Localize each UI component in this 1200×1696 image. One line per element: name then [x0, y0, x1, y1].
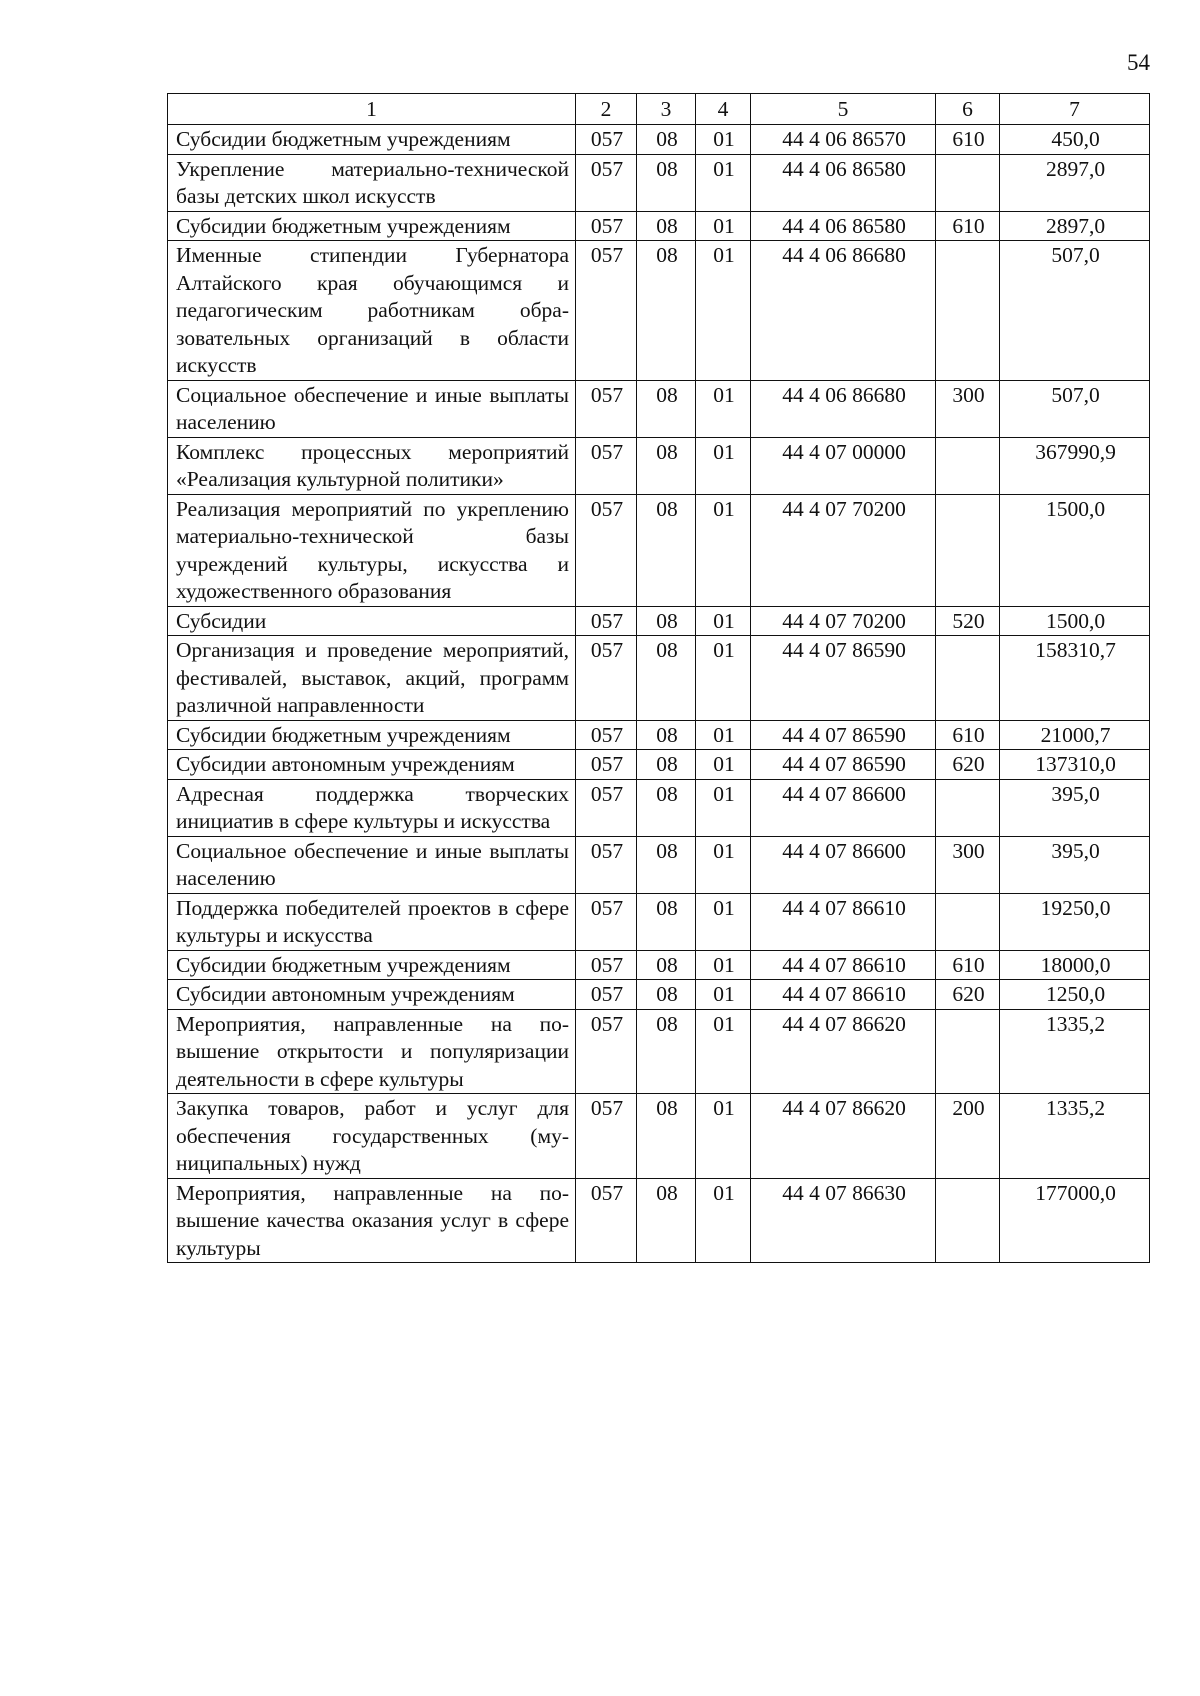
table-row	[168, 241, 1150, 381]
section-code-cell: 08	[637, 980, 696, 1010]
section-code-cell: 08	[637, 241, 696, 381]
admin-code-cell: 057	[576, 893, 637, 950]
row-name-cell: Мероприятия, направленные на повышение открытости и популяризации деятельности в сфере культуры	[168, 1009, 576, 1094]
expense-type-cell: 300	[936, 380, 1000, 437]
admin-code-cell: 057	[576, 154, 637, 211]
amount-cell: 367990,9	[1000, 437, 1150, 494]
section-code-cell: 08	[637, 380, 696, 437]
admin-code-cell: 057	[576, 836, 637, 893]
subsection-code-cell: 01	[696, 836, 751, 893]
subsection-code-cell: 01	[696, 750, 751, 780]
row-name-cell: Субсидии бюджетным учреждениям	[168, 211, 576, 241]
row-name-cell: Субсидии бюджетным учреждениям	[168, 125, 576, 155]
row-name-cell: Социальное обеспечение и иные выплаты населению	[168, 380, 576, 437]
admin-code-cell: 057	[576, 606, 637, 636]
amount-cell: 177000,0	[1000, 1178, 1150, 1263]
expense-type-cell: 200	[936, 1094, 1000, 1179]
row-name-cell: Адресная поддержка творческих инициатив в сфере культуры и искусства	[168, 779, 576, 836]
admin-code-cell: 057	[576, 779, 637, 836]
admin-code-cell: 057	[576, 125, 637, 155]
column-header: 1	[168, 94, 576, 125]
expense-type-cell: 610	[936, 720, 1000, 750]
amount-cell: 507,0	[1000, 380, 1150, 437]
subsection-code-cell: 01	[696, 1009, 751, 1094]
amount-cell: 2897,0	[1000, 211, 1150, 241]
row-name-cell: Комплекс процессных мероприятий «Реализация культурной политики»	[168, 437, 576, 494]
expense-type-cell: 610	[936, 211, 1000, 241]
subsection-code-cell: 01	[696, 950, 751, 980]
section-code-cell: 08	[637, 606, 696, 636]
admin-code-cell: 057	[576, 950, 637, 980]
admin-code-cell: 057	[576, 636, 637, 721]
admin-code-cell: 057	[576, 750, 637, 780]
section-code-cell: 08	[637, 1178, 696, 1263]
section-code-cell: 08	[637, 1009, 696, 1094]
section-code-cell: 08	[637, 950, 696, 980]
target-article-cell: 44 4 07 86620	[751, 1009, 936, 1094]
table-row	[168, 380, 1150, 437]
row-name-cell: Субсидии автономным учреждениям	[168, 980, 576, 1010]
table-row	[168, 606, 1150, 636]
subsection-code-cell: 01	[696, 380, 751, 437]
expense-type-cell	[936, 779, 1000, 836]
row-name-cell: Реализация мероприятий по укреплению материально-технической базы учреждений культуры, искусства и художественного образования	[168, 494, 576, 606]
section-code-cell: 08	[637, 636, 696, 721]
row-name-cell: Субсидии	[168, 606, 576, 636]
expense-type-cell: 610	[936, 950, 1000, 980]
target-article-cell: 44 4 07 70200	[751, 606, 936, 636]
row-name-cell: Субсидии бюджетным учреждениям	[168, 950, 576, 980]
column-header: 3	[637, 94, 696, 125]
section-code-cell: 08	[637, 779, 696, 836]
amount-cell: 395,0	[1000, 779, 1150, 836]
column-header: 7	[1000, 94, 1150, 125]
target-article-cell: 44 4 07 86590	[751, 720, 936, 750]
admin-code-cell: 057	[576, 720, 637, 750]
subsection-code-cell: 01	[696, 241, 751, 381]
section-code-cell: 08	[637, 1094, 696, 1179]
target-article-cell: 44 4 06 86570	[751, 125, 936, 155]
table-row	[168, 779, 1150, 836]
table-row	[168, 125, 1150, 155]
target-article-cell: 44 4 06 86580	[751, 154, 936, 211]
subsection-code-cell: 01	[696, 893, 751, 950]
row-name-cell: Организация и проведение мероприятий, фестивалей, выставок, акций, программ различной направленности	[168, 636, 576, 721]
subsection-code-cell: 01	[696, 1178, 751, 1263]
expense-type-cell	[936, 494, 1000, 606]
subsection-code-cell: 01	[696, 636, 751, 721]
subsection-code-cell: 01	[696, 154, 751, 211]
expense-type-cell	[936, 636, 1000, 721]
amount-cell: 19250,0	[1000, 893, 1150, 950]
amount-cell: 1500,0	[1000, 494, 1150, 606]
target-article-cell: 44 4 07 86630	[751, 1178, 936, 1263]
row-name-cell: Закупка товаров, работ и услуг для обеспечения государственных (муниципальных) нужд	[168, 1094, 576, 1179]
target-article-cell: 44 4 07 86600	[751, 779, 936, 836]
section-code-cell: 08	[637, 893, 696, 950]
subsection-code-cell: 01	[696, 494, 751, 606]
amount-cell: 21000,7	[1000, 720, 1150, 750]
admin-code-cell: 057	[576, 1178, 637, 1263]
admin-code-cell: 057	[576, 437, 637, 494]
admin-code-cell: 057	[576, 1009, 637, 1094]
subsection-code-cell: 01	[696, 437, 751, 494]
subsection-code-cell: 01	[696, 606, 751, 636]
section-code-cell: 08	[637, 720, 696, 750]
amount-cell: 158310,7	[1000, 636, 1150, 721]
target-article-cell: 44 4 07 70200	[751, 494, 936, 606]
expense-type-cell	[936, 1178, 1000, 1263]
subsection-code-cell: 01	[696, 211, 751, 241]
table-row	[168, 494, 1150, 606]
section-code-cell: 08	[637, 836, 696, 893]
expense-type-cell	[936, 1009, 1000, 1094]
admin-code-cell: 057	[576, 494, 637, 606]
section-code-cell: 08	[637, 494, 696, 606]
target-article-cell: 44 4 06 86680	[751, 380, 936, 437]
budget-table	[167, 93, 1150, 1263]
table-body	[168, 125, 1150, 1263]
table-row	[168, 1009, 1150, 1094]
amount-cell: 450,0	[1000, 125, 1150, 155]
table-row	[168, 750, 1150, 780]
table-row	[168, 980, 1150, 1010]
table-row	[168, 836, 1150, 893]
row-name-cell: Социальное обеспечение и иные выплаты населению	[168, 836, 576, 893]
row-name-cell: Поддержка победителей проектов в сфере культуры и искусства	[168, 893, 576, 950]
expense-type-cell: 300	[936, 836, 1000, 893]
target-article-cell: 44 4 07 86610	[751, 893, 936, 950]
expense-type-cell	[936, 241, 1000, 381]
amount-cell: 1335,2	[1000, 1094, 1150, 1179]
table-row	[168, 720, 1150, 750]
expense-type-cell	[936, 437, 1000, 494]
amount-cell: 1250,0	[1000, 980, 1150, 1010]
column-header: 4	[696, 94, 751, 125]
admin-code-cell: 057	[576, 241, 637, 381]
target-article-cell: 44 4 07 86620	[751, 1094, 936, 1179]
target-article-cell: 44 4 07 86590	[751, 750, 936, 780]
row-name-cell: Именные стипендии Губернатора Алтайского края обучающимся и педагогическим работникам образовательных организаций в области искусств	[168, 241, 576, 381]
expense-type-cell: 620	[936, 980, 1000, 1010]
column-header: 6	[936, 94, 1000, 125]
section-code-cell: 08	[637, 437, 696, 494]
amount-cell: 507,0	[1000, 241, 1150, 381]
subsection-code-cell: 01	[696, 1094, 751, 1179]
section-code-cell: 08	[637, 211, 696, 241]
table-header-row	[168, 94, 1150, 125]
amount-cell: 137310,0	[1000, 750, 1150, 780]
expense-type-cell	[936, 893, 1000, 950]
expense-type-cell	[936, 154, 1000, 211]
page-number: 54	[1127, 50, 1150, 75]
admin-code-cell: 057	[576, 380, 637, 437]
amount-cell: 1335,2	[1000, 1009, 1150, 1094]
table-row	[168, 893, 1150, 950]
target-article-cell: 44 4 07 86610	[751, 980, 936, 1010]
admin-code-cell: 057	[576, 1094, 637, 1179]
table-row	[168, 154, 1150, 211]
row-name-cell: Субсидии бюджетным учреждениям	[168, 720, 576, 750]
target-article-cell: 44 4 06 86680	[751, 241, 936, 381]
admin-code-cell: 057	[576, 980, 637, 1010]
table-row	[168, 636, 1150, 721]
row-name-cell: Мероприятия, направленные на повышение качества оказания услуг в сфере культуры	[168, 1178, 576, 1263]
table-row	[168, 1094, 1150, 1179]
expense-type-cell: 610	[936, 125, 1000, 155]
section-code-cell: 08	[637, 750, 696, 780]
subsection-code-cell: 01	[696, 779, 751, 836]
section-code-cell: 08	[637, 125, 696, 155]
amount-cell: 395,0	[1000, 836, 1150, 893]
table-row	[168, 437, 1150, 494]
expense-type-cell: 520	[936, 606, 1000, 636]
admin-code-cell: 057	[576, 211, 637, 241]
amount-cell: 2897,0	[1000, 154, 1150, 211]
expense-type-cell: 620	[936, 750, 1000, 780]
target-article-cell: 44 4 06 86580	[751, 211, 936, 241]
subsection-code-cell: 01	[696, 980, 751, 1010]
row-name-cell: Субсидии автономным учреждениям	[168, 750, 576, 780]
target-article-cell: 44 4 07 00000	[751, 437, 936, 494]
table-row	[168, 950, 1150, 980]
row-name-cell: Укрепление материально-технической базы детских школ искусств	[168, 154, 576, 211]
amount-cell: 18000,0	[1000, 950, 1150, 980]
subsection-code-cell: 01	[696, 125, 751, 155]
section-code-cell: 08	[637, 154, 696, 211]
subsection-code-cell: 01	[696, 720, 751, 750]
target-article-cell: 44 4 07 86590	[751, 636, 936, 721]
column-header: 2	[576, 94, 637, 125]
target-article-cell: 44 4 07 86610	[751, 950, 936, 980]
target-article-cell: 44 4 07 86600	[751, 836, 936, 893]
table-row	[168, 1178, 1150, 1263]
amount-cell: 1500,0	[1000, 606, 1150, 636]
table-row	[168, 211, 1150, 241]
column-header: 5	[751, 94, 936, 125]
